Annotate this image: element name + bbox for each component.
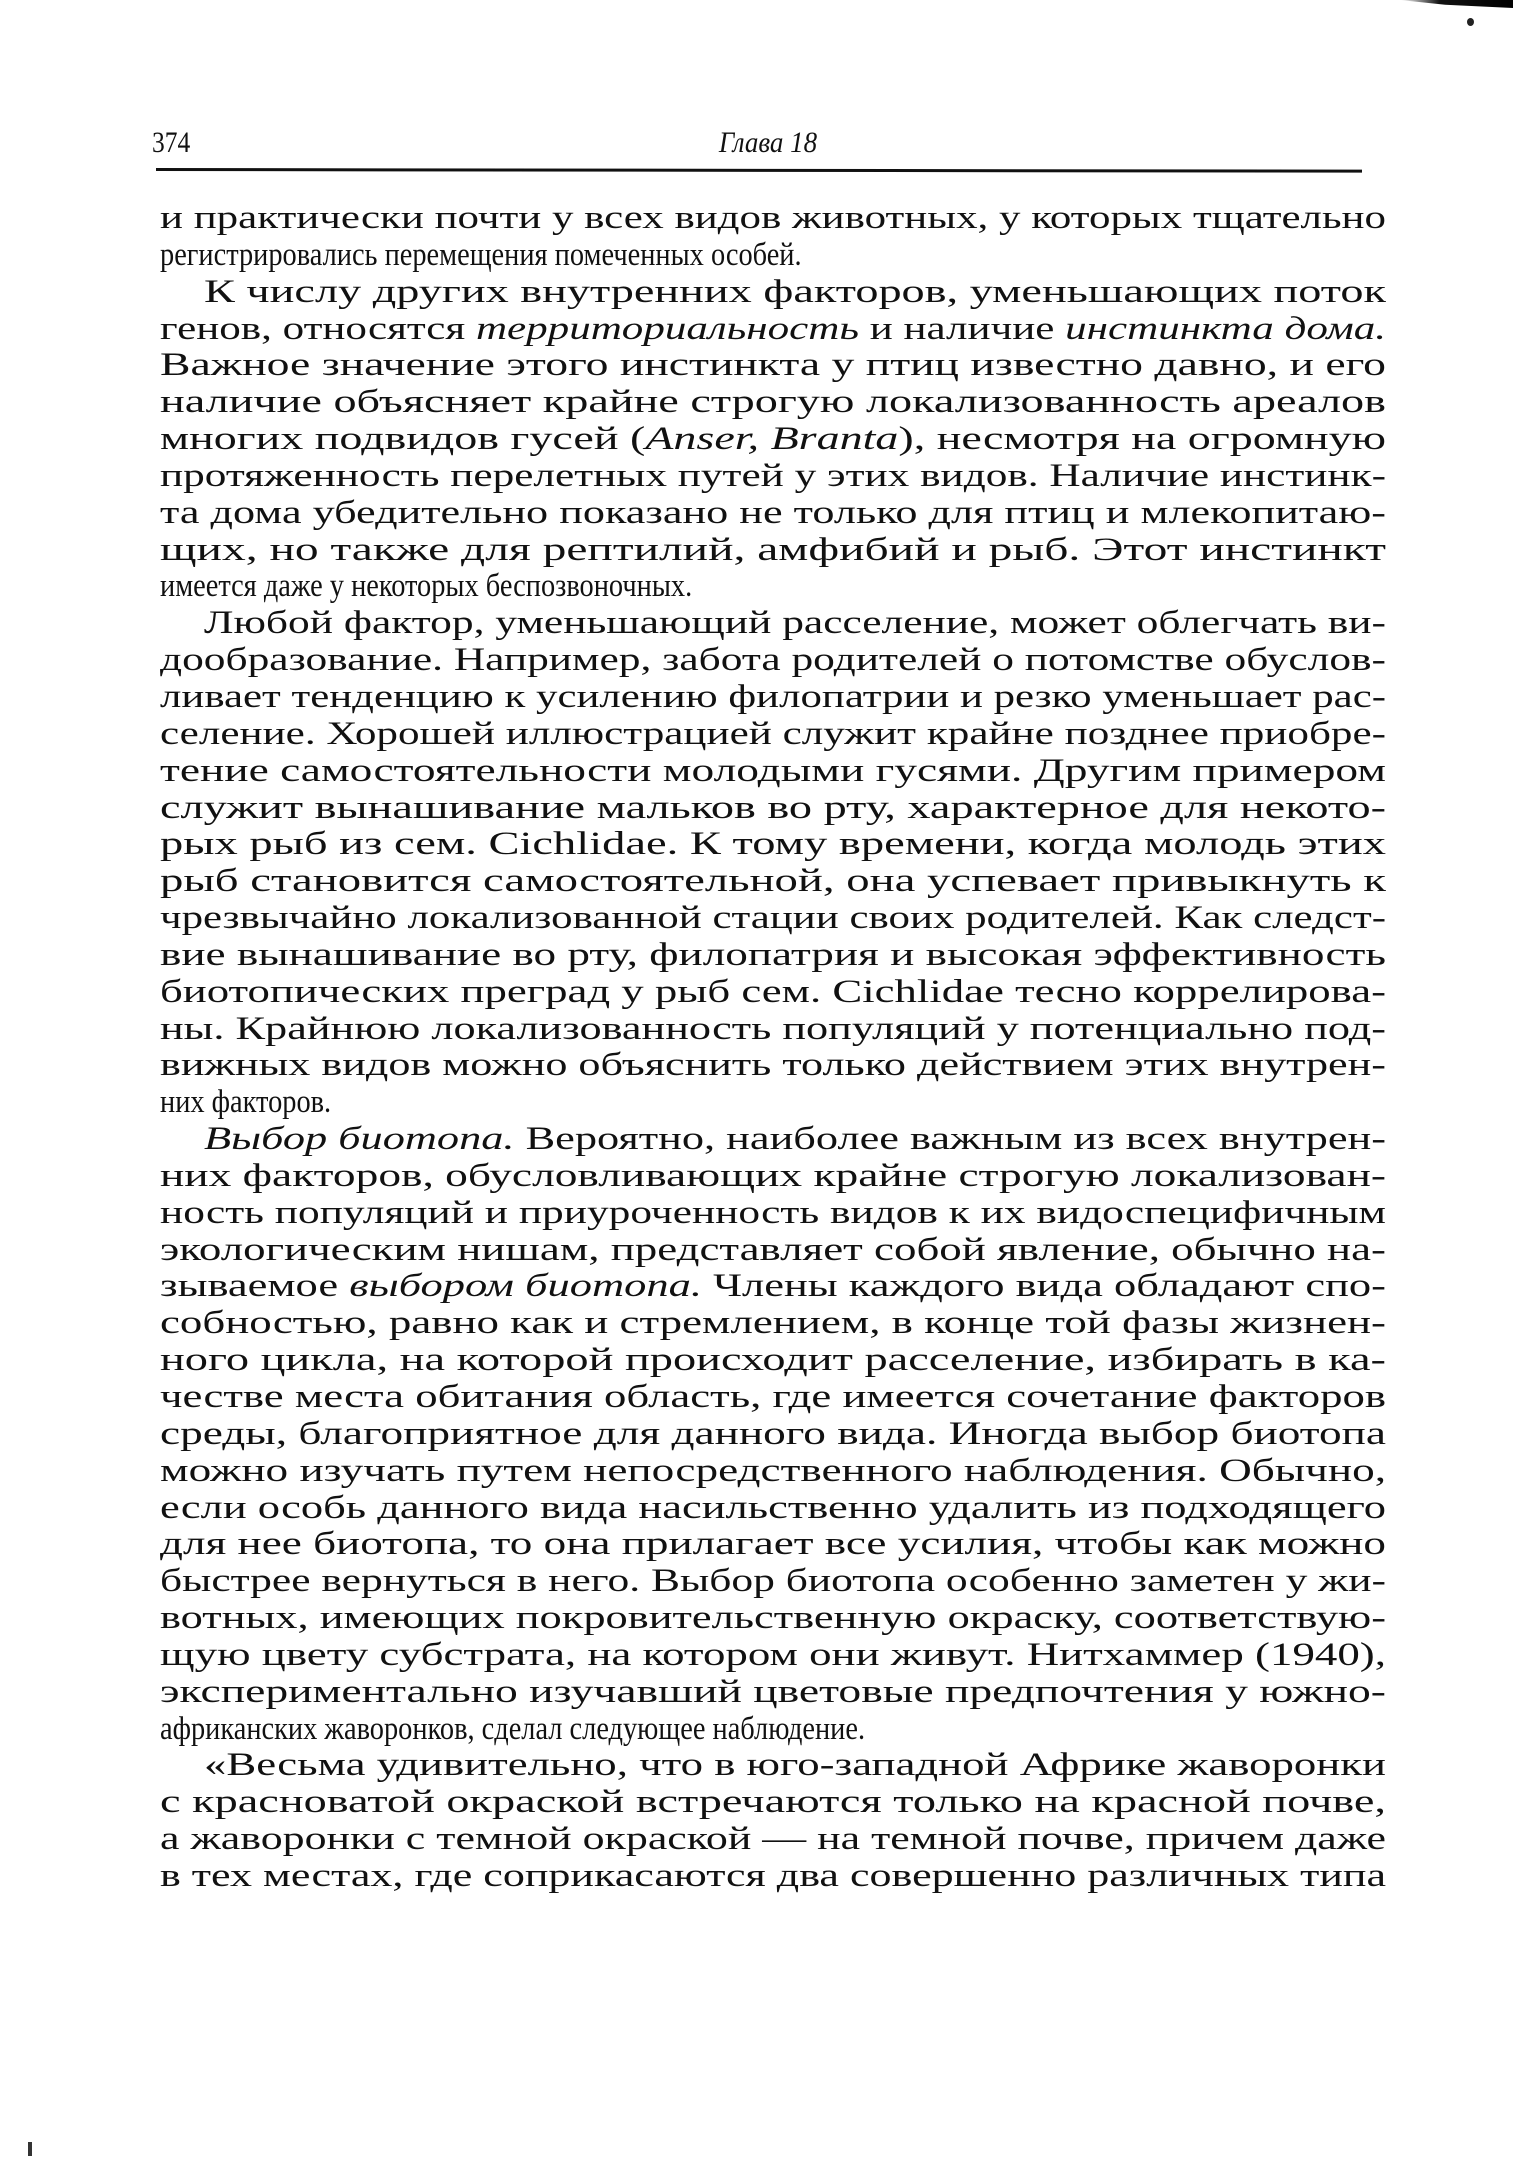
- italic-term: Выбор биотопа.: [204, 1121, 515, 1158]
- text-run: К числу других внутренних факторов, уменьшающих поток: [204, 273, 1386, 310]
- text-line: [160, 1453, 1386, 1490]
- text-run: можно изучать путем непосредственного наблюдения. Обычно,: [160, 1452, 1386, 1489]
- text-line-content: [160, 1711, 865, 1748]
- text-run: Важное значение этого инстинкта у птиц известно давно, и его: [160, 347, 1386, 384]
- text-line-content: [204, 274, 1386, 311]
- text-run: них факторов.: [160, 1084, 332, 1121]
- text-run: дообразование. Например, забота родителей о потомстве обуслов-: [160, 642, 1386, 679]
- text-run: ного цикла, на которой происходит расселение, избирать в ка-: [160, 1342, 1386, 1379]
- text-line: [160, 495, 1386, 532]
- text-run: и наличие: [858, 310, 1066, 347]
- text-line: [160, 1158, 1386, 1195]
- text-line-content: [204, 1121, 1386, 1158]
- text-line-content: [160, 937, 1386, 974]
- text-run: наличие объясняет крайне строгую локализованность ареалов: [160, 384, 1386, 421]
- text-line-content: [160, 1858, 1386, 1895]
- text-run: зываемое: [160, 1268, 350, 1305]
- text-run: ливает тенденцию к усилению филопатрии и резко уменьшает рас-: [160, 678, 1386, 715]
- scan-artifact: [28, 2142, 32, 2156]
- text-line-content: [160, 753, 1386, 790]
- text-run: собностью, равно как и стремлением, в конце той фазы жизнен-: [160, 1305, 1386, 1342]
- text-line: [160, 1305, 1386, 1342]
- text-line: [160, 1711, 1386, 1748]
- text-line: [160, 532, 1386, 569]
- text-line-content: [160, 532, 1386, 569]
- text-line: [160, 1047, 1386, 1084]
- text-line: [160, 1232, 1386, 1269]
- text-run: вотных, имеющих покровительственную окраску, соответствую-: [160, 1600, 1386, 1637]
- text-line-content: [160, 826, 1386, 863]
- text-run: них факторов, обусловливающих крайне строгую локализован-: [160, 1157, 1386, 1194]
- text-run: если особь данного вида насильственно удалить из подходящего: [160, 1489, 1386, 1526]
- text-line: [160, 1121, 1386, 1158]
- text-line: [160, 1268, 1386, 1305]
- text-line: [160, 1747, 1386, 1784]
- text-run: Члены каждого вида обладают спо-: [701, 1268, 1386, 1305]
- text-run: рых рыб из сем. Cichlidae. К тому времени, когда молодь этих: [160, 826, 1386, 863]
- scan-artifact: [1400, 0, 1513, 8]
- chapter-title: Глава 18: [718, 126, 818, 159]
- text-line-content: [160, 421, 1386, 458]
- text-run: служит вынашивание мальков во рту, характерное для некото-: [160, 789, 1386, 826]
- text-line-content: [160, 974, 1386, 1011]
- text-line: [160, 1526, 1386, 1563]
- text-line-content: [160, 1342, 1386, 1379]
- text-run: генов, относятся: [160, 310, 476, 347]
- text-line-content: [160, 1416, 1386, 1453]
- text-run: Вероятно, наиболее важным из всех внутрен-: [514, 1121, 1386, 1158]
- text-run: экологическим нишам, представляет собой явление, обычно на-: [160, 1231, 1386, 1268]
- text-line-content: [160, 495, 1386, 532]
- text-run: среды, благоприятное для данного вида. Иногда выбор биотопа: [160, 1415, 1386, 1452]
- text-line: [160, 384, 1386, 421]
- italic-term: Anser, Branta: [645, 421, 899, 458]
- text-line: [160, 642, 1386, 679]
- text-line: [160, 1342, 1386, 1379]
- text-line: [160, 974, 1386, 1011]
- text-line-content: [160, 1232, 1386, 1269]
- text-line-content: [160, 642, 1386, 679]
- text-line: [160, 1784, 1386, 1821]
- text-line-content: [204, 605, 1386, 642]
- body-text: [160, 200, 1386, 1895]
- text-line: [160, 311, 1386, 348]
- text-line: [160, 1490, 1386, 1527]
- text-line: [160, 753, 1386, 790]
- text-line-content: [160, 900, 1386, 937]
- text-run: рыб становится самостоятельной, она успевает привыкнуть к: [160, 863, 1386, 900]
- text-run: регистрировались перемещения помеченных особей.: [160, 236, 802, 273]
- text-run: чрезвычайно локализованной стации своих родителей. Как следст-: [160, 900, 1386, 937]
- text-line: [160, 716, 1386, 753]
- text-line-content: [160, 1084, 331, 1121]
- text-run: «Весьма удивительно, что в юго-западной Африке жаворонки: [204, 1747, 1386, 1784]
- text-line: [160, 1858, 1386, 1895]
- text-line-content: [160, 458, 1386, 495]
- text-line: [160, 900, 1386, 937]
- text-line-content: [160, 1453, 1386, 1490]
- page-number: 374: [152, 126, 191, 159]
- running-head: [148, 126, 1388, 170]
- text-line-content: [160, 679, 1386, 716]
- text-line: [160, 1600, 1386, 1637]
- text-run: биотопических преград у рыб сем. Cichlidae тесно коррелирова-: [160, 973, 1386, 1010]
- text-line: [160, 1379, 1386, 1416]
- text-line-content: [160, 1637, 1386, 1674]
- text-run: а жаворонки с темной окраской — на темной почве, причем даже: [160, 1821, 1386, 1858]
- text-run: щую цвету субстрата, на котором они живут. Нитхаммер (1940),: [160, 1636, 1386, 1673]
- text-line-content: [160, 1305, 1386, 1342]
- text-run: щих, но также для рептилий, амфибий и рыб. Этот инстинкт: [160, 531, 1386, 568]
- text-line: [160, 200, 1386, 237]
- text-run: тение самостоятельности молодыми гусями. Другим примером: [160, 752, 1386, 789]
- text-line-content: [160, 568, 692, 605]
- text-run: для нее биотопа, то она прилагает все усилия, чтобы как можно: [160, 1526, 1386, 1563]
- italic-term: выбором биотопа.: [349, 1268, 702, 1305]
- text-run: Любой фактор, уменьшающий расселение, может облегчать ви-: [204, 605, 1386, 642]
- text-line-content: [160, 200, 1386, 237]
- text-line: [160, 1674, 1386, 1711]
- text-run: вие вынашивание во рту, филопатрия и высокая эффективность: [160, 936, 1386, 973]
- text-line: [160, 347, 1386, 384]
- text-line-content: [160, 863, 1386, 900]
- text-run: та дома убедительно показано не только для птиц и млекопитаю-: [160, 494, 1386, 531]
- text-line-content: [160, 1821, 1386, 1858]
- text-line: [160, 1011, 1386, 1048]
- text-line-content: [160, 1600, 1386, 1637]
- text-line: [160, 863, 1386, 900]
- text-line-content: [160, 347, 1386, 384]
- text-run: многих подвидов гусей (: [160, 421, 646, 458]
- italic-term: территориальность: [475, 310, 859, 347]
- text-line: [160, 605, 1386, 642]
- text-run: с красноватой окраской встречаются только на красной почве,: [160, 1784, 1386, 1821]
- text-run: африканских жаворонков, сделал следующее наблюдение.: [160, 1710, 866, 1747]
- text-run: экспериментально изучавший цветовые предпочтения у южно-: [160, 1673, 1386, 1710]
- text-line-content: [160, 1158, 1386, 1195]
- text-line: [160, 826, 1386, 863]
- text-line-content: [160, 1379, 1386, 1416]
- text-line-content: [160, 716, 1386, 753]
- text-run: селение. Хорошей иллюстрацией служит крайне позднее приобре-: [160, 715, 1386, 752]
- text-line: [160, 1821, 1386, 1858]
- text-line-content: [160, 1490, 1386, 1527]
- text-line-content: [160, 384, 1386, 421]
- text-line-content: [160, 237, 802, 274]
- text-run: честве места обитания область, где имеется сочетание факторов: [160, 1379, 1386, 1415]
- text-line: [160, 1416, 1386, 1453]
- text-line-content: [160, 1526, 1386, 1563]
- italic-term: инстинкта дома.: [1065, 310, 1386, 347]
- text-line: [160, 937, 1386, 974]
- text-line-content: [204, 1747, 1386, 1784]
- text-line: [160, 458, 1386, 495]
- text-line-content: [160, 1674, 1386, 1711]
- text-line-content: [160, 1047, 1386, 1084]
- text-line: [160, 1084, 1386, 1121]
- text-line-content: [160, 790, 1386, 827]
- text-line: [160, 237, 1386, 274]
- text-line: [160, 421, 1386, 458]
- text-line-content: [160, 311, 1386, 348]
- text-run: ны. Крайнюю локализованность популяций у потенциально под-: [160, 1010, 1386, 1047]
- text-line-content: [160, 1011, 1386, 1048]
- text-run: имеется даже у некоторых беспозвоночных.: [160, 568, 693, 605]
- text-run: вижных видов можно объяснить только действием этих внутрен-: [160, 1047, 1386, 1084]
- header-rule: [156, 168, 1362, 173]
- text-line: [160, 1563, 1386, 1600]
- text-line-content: [160, 1563, 1386, 1600]
- text-run: в тех местах, где соприкасаются два совершенно различных типа: [160, 1857, 1386, 1894]
- text-line: [160, 1637, 1386, 1674]
- text-line: [160, 1195, 1386, 1232]
- text-line: [160, 679, 1386, 716]
- text-line-content: [160, 1784, 1386, 1821]
- text-run: протяженность перелетных путей у этих видов. Наличие инстинк-: [160, 457, 1386, 494]
- text-line: [160, 568, 1386, 605]
- text-line-content: [160, 1195, 1386, 1232]
- text-line: [160, 274, 1386, 311]
- text-run: быстрее вернуться в него. Выбор биотопа особенно заметен у жи-: [160, 1563, 1386, 1600]
- text-line-content: [160, 1268, 1386, 1305]
- scan-artifact: [1467, 18, 1474, 26]
- text-line: [160, 790, 1386, 827]
- text-run: и практически почти у всех видов животных, у которых тщательно: [160, 200, 1386, 236]
- text-run: ), несмотря на огромную: [898, 421, 1386, 458]
- text-run: ность популяций и приуроченность видов к их видоспецифичным: [160, 1194, 1386, 1231]
